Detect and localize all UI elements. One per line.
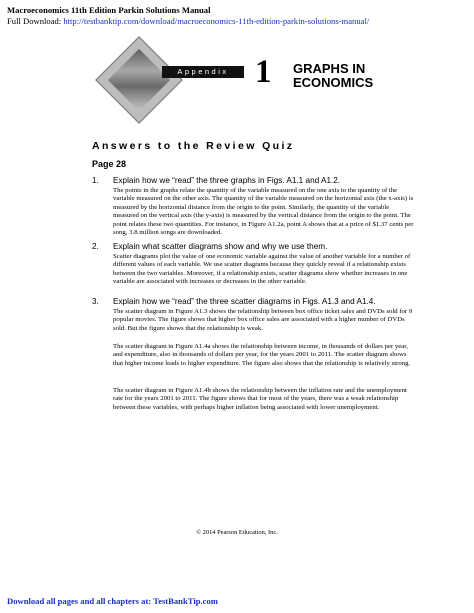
- appendix-banner: Appendix: [162, 66, 244, 78]
- chapter-emblem: [108, 49, 168, 109]
- question-number: 1.: [92, 176, 99, 185]
- footer-download-link[interactable]: Download all pages and all chapters at: TestBankTip.com: [7, 596, 218, 606]
- answer-text-part: The points in the graphs relate the quantity of the variable measured on the one axis to the quantity of the variable measured on the other axis. The quantity of the variable measured on the horizontal axis (the x-axis) is measured by the horizontal distance from the origin to the point. Similarly, the quantity of the variable measured on the vertical axis (the y-axis) is measured by the vertical distance from the origin to the point. The point relates these two quantities. For instance, in Figure A1.2a, point A shows that at a price of $1.37 cents per song, 3.8 million songs are downloaded.: [113, 187, 414, 237]
- question-number: 3.: [92, 297, 99, 306]
- chapter-photo-diamond: [95, 36, 183, 124]
- download-link[interactable]: http://testbanktip.com/download/macroeconomics-11th-edition-parkin-solutions-manual/: [63, 16, 370, 26]
- answer-paragraph: The scatter diagram in Figure A1.3 shows the relationship between box office ticket sales and DVDs sold for 9 popular movies. The figure shows that higher box office sales are associated with a higher number of DVDs sold. But the figure shows that the relationship is weak.: [113, 308, 413, 332]
- chapter-number: 1: [255, 54, 272, 90]
- question-text: Explain how we “read” the three scatter diagrams in Figs. A1.3 and A1.4.: [113, 297, 376, 306]
- chapter-photo: [108, 49, 170, 111]
- answer-paragraph: The scatter diagram in Figure A1.4a shows the relationship between income, in thousands of dollars per year, and expenditure, also in thousands of dollars per year, for the years 2001 to 2011. The scatter diagram shows that higher income leads to higher expenditure. The figure also shows that the relationship is relatively strong.: [113, 343, 411, 367]
- question-text: Explain what scatter diagrams show and why we use them.: [113, 242, 328, 251]
- question-text: Explain how we “read” the three graphs in Figs. A1.1 and A1.2.: [113, 176, 341, 185]
- copyright-notice: © 2014 Pearson Education, Inc.: [196, 529, 278, 536]
- answer-paragraph: The scatter diagram in Figure A1.4b shows the relationship between the inflation rate and the unemployment rate for the years 2001 to 2011. The figure shows that for most of the years, there was a weak relationship between these variables, with perhaps higher inflation being associated with lower unemployment.: [113, 387, 407, 411]
- chapter-title: GRAPHS IN ECONOMICS: [293, 61, 374, 90]
- document-title: Macroeconomics 11th Edition Parkin Solutions Manual: [7, 5, 211, 15]
- question-number: 2.: [92, 242, 99, 251]
- answer-paragraph: Scatter diagrams plot the value of one economic variable against the value of another variable for a number of different values of each variable. We use scatter diagrams because they quickly reveal if a relationship exists between the two variables. Moreover, if a relationship exists, scatter diagrams show whether increases in one variable are associated with increases or decreases in the other variable.: [113, 253, 411, 286]
- download-prefix: Full Download:: [7, 16, 64, 26]
- download-line: [7, 16, 369, 26]
- page-label: Page 28: [92, 159, 127, 169]
- answer-paragraph: [113, 187, 416, 237]
- section-heading: Answers to the Review Quiz: [92, 140, 295, 152]
